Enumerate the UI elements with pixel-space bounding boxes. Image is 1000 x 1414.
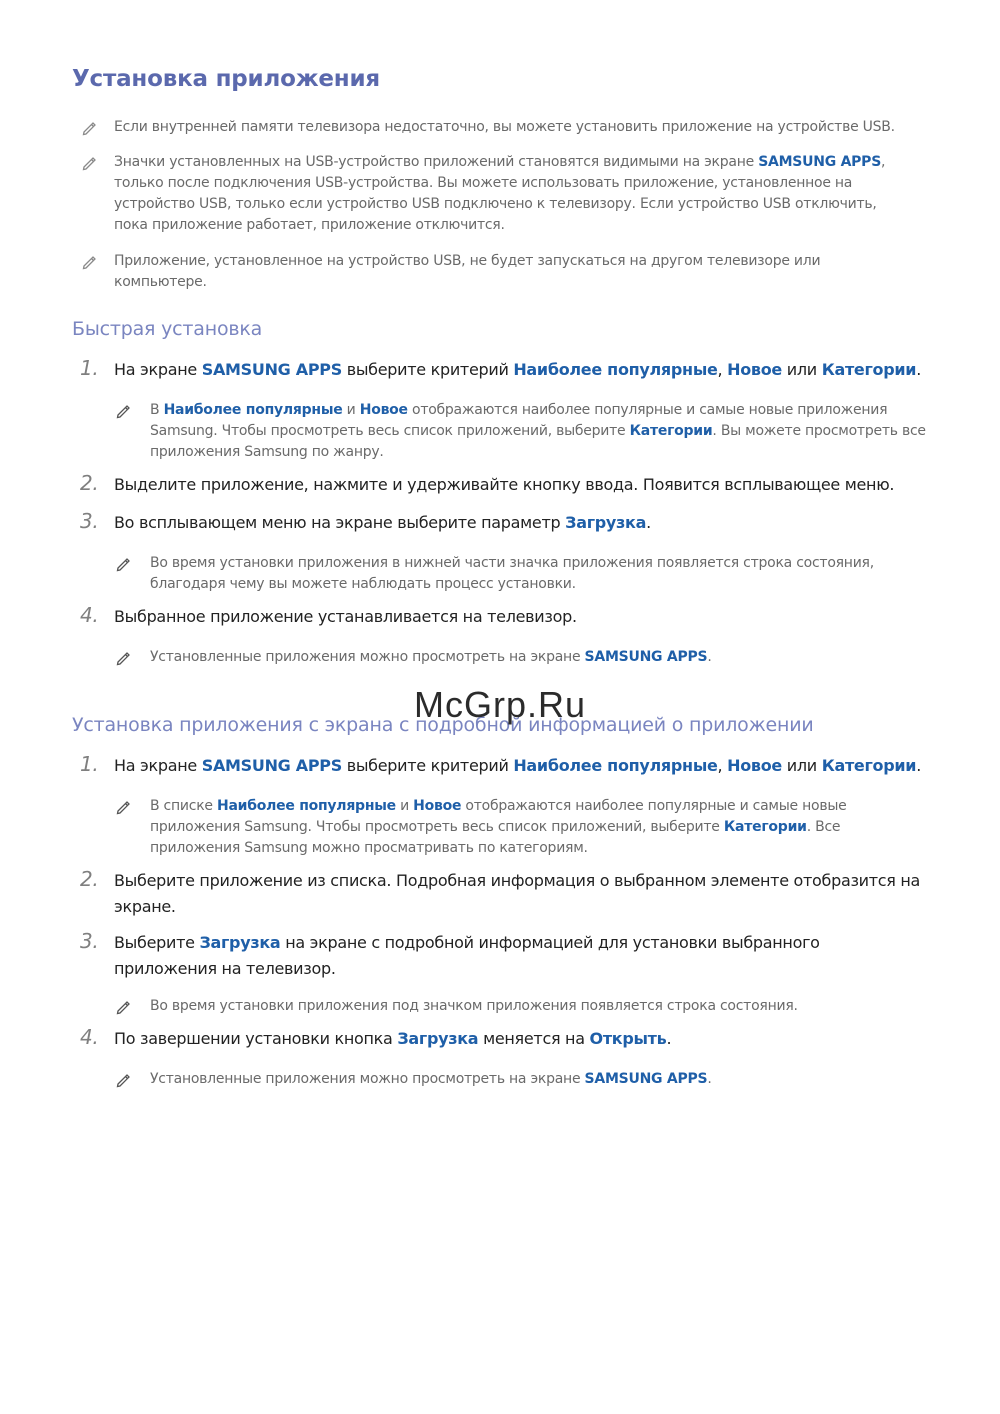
step-text: Выберите Загрузка на экране с подробной информацией для установки выбранного приложения на телевизор. [114, 933, 820, 978]
pencil-icon [114, 401, 132, 419]
step-text: По завершении установки кнопка Загрузка меняется на Открыть. [114, 1029, 672, 1048]
step-number: 3. [80, 929, 99, 953]
step-item [80, 472, 925, 498]
step-item [80, 868, 925, 920]
section-heading: Быстрая установка [72, 318, 263, 340]
step-number: 4. [80, 603, 99, 627]
note-text: Приложение, установленное на устройство USB, не будет запускаться на другом телевизоре или компьютере. [114, 253, 821, 290]
note-item [114, 996, 944, 1017]
note-item [80, 152, 910, 236]
step-text: Выбранное приложение устанавливается на телевизор. [114, 607, 577, 626]
pencil-icon [114, 1070, 132, 1088]
note-text: В Наиболее популярные и Новое отображаются наиболее популярные и самые новые приложения Samsung. Чтобы просмотреть весь список приложений, выберите Категории. Вы можете просмотреть все приложения Samsung по жанру. [150, 402, 926, 460]
note-item [114, 1069, 944, 1090]
pencil-icon [114, 997, 132, 1015]
note-text: Во время установки приложения под значком приложения появляется строка состояния. [150, 998, 798, 1014]
step-number: 2. [80, 471, 99, 495]
step-item [80, 930, 925, 982]
note-text: В списке Наиболее популярные и Новое отображаются наиболее популярные и самые новые приложения Samsung. Чтобы просмотреть весь список приложений, выберите Категории. Все приложения Samsung можно просматривать по категориям. [150, 798, 847, 856]
note-item [114, 796, 944, 859]
pencil-icon [80, 118, 98, 136]
step-text: Выделите приложение, нажмите и удерживайте кнопку ввода. Появится всплывающее меню. [114, 475, 895, 494]
note-text: Установленные приложения можно просмотреть на экране SAMSUNG APPS. [150, 649, 712, 665]
step-item [80, 753, 925, 779]
pencil-icon [114, 648, 132, 666]
step-text: На экране SAMSUNG APPS выберите критерий Наиболее популярные, Новое или Категории. [114, 756, 922, 775]
note-item [114, 647, 944, 668]
note-item [80, 251, 910, 293]
step-number: 1. [80, 752, 99, 776]
step-number: 3. [80, 509, 99, 533]
step-text: Во всплывающем меню на экране выберите параметр Загрузка. [114, 513, 651, 532]
note-text: Если внутренней памяти телевизора недостаточно, вы можете установить приложение на устройстве USB. [114, 119, 895, 135]
section-heading: Установка приложения с экрана с подробной информацией о приложении [72, 714, 814, 736]
note-text: Значки установленных на USB-устройство приложений становятся видимыми на экране SAMSUNG APPS, только после подключения USB-устройства. Вы можете использовать приложение, установленное на устройство USB, только если устройство USB подключено к телевизору. Если устройство USB отключить, пока приложение работает, приложение отключится. [114, 154, 886, 233]
step-text: Выберите приложение из списка. Подробная информация о выбранном элементе отобразится на экране. [114, 871, 921, 916]
step-number: 1. [80, 356, 99, 380]
note-item [114, 400, 944, 463]
note-item [114, 553, 944, 595]
pencil-icon [80, 153, 98, 171]
step-item [80, 604, 925, 630]
step-number: 2. [80, 867, 99, 891]
step-number: 4. [80, 1025, 99, 1049]
page-title: Установка приложения [72, 66, 380, 92]
note-text: Во время установки приложения в нижней части значка приложения появляется строка состояния, благодаря чему вы можете наблюдать процесс установки. [150, 555, 874, 592]
note-item [80, 117, 910, 138]
step-text: На экране SAMSUNG APPS выберите критерий Наиболее популярные, Новое или Категории. [114, 360, 922, 379]
step-item [80, 357, 925, 383]
step-item [80, 510, 925, 536]
pencil-icon [114, 554, 132, 572]
step-item [80, 1026, 925, 1052]
watermark: McGrp.Ru [413, 684, 587, 725]
pencil-icon [114, 797, 132, 815]
note-text: Установленные приложения можно просмотреть на экране SAMSUNG APPS. [150, 1071, 712, 1087]
pencil-icon [80, 252, 98, 270]
